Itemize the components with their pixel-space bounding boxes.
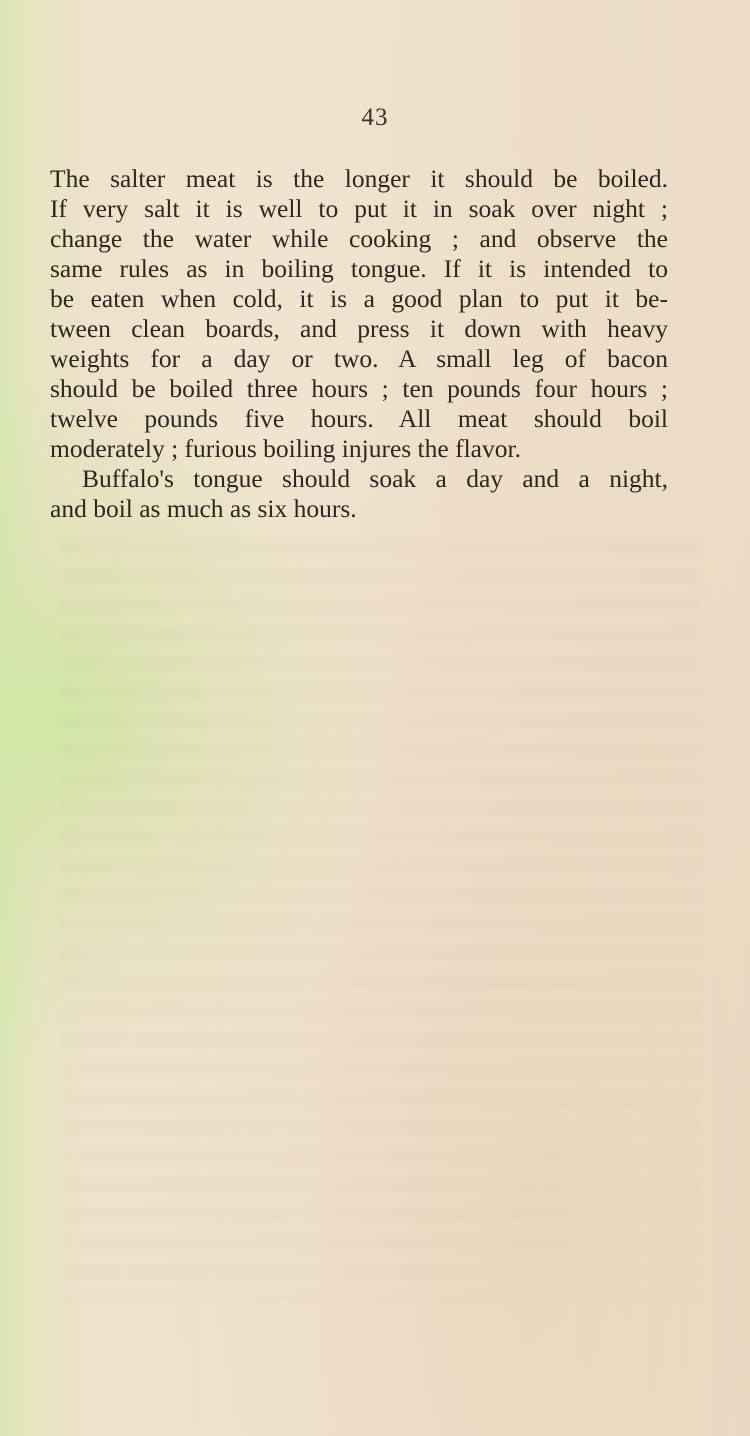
text-line: twelve pounds five hours. All meat should boil [50,404,668,433]
text-line: and boil as much as six hours. [50,494,357,523]
body-text [50,164,668,524]
show-through-texture [60,540,700,1300]
text-line: same rules as in boiling tongue. If it is intended to [50,254,668,283]
text-line: If very salt it is well to put it in soak over night ; [50,194,668,223]
text-line: moderately ; furious boiling injures the flavor. [50,434,521,463]
text-line: be eaten when cold, it is a good plan to put it be- [50,284,668,313]
text-line: tween clean boards, and press it down with heavy [50,314,668,343]
text-line: should be boiled three hours ; ten pounds four hours ; [50,374,668,403]
text-line: weights for a day or two. A small leg of bacon [50,344,668,373]
text-line: Buffalo's tongue should soak a day and a night, [82,464,668,493]
text-line: change the water while cooking ; and observe the [50,224,668,253]
page-number: 43 [361,104,389,131]
text-line: The salter meat is the longer it should be boiled. [50,164,668,193]
